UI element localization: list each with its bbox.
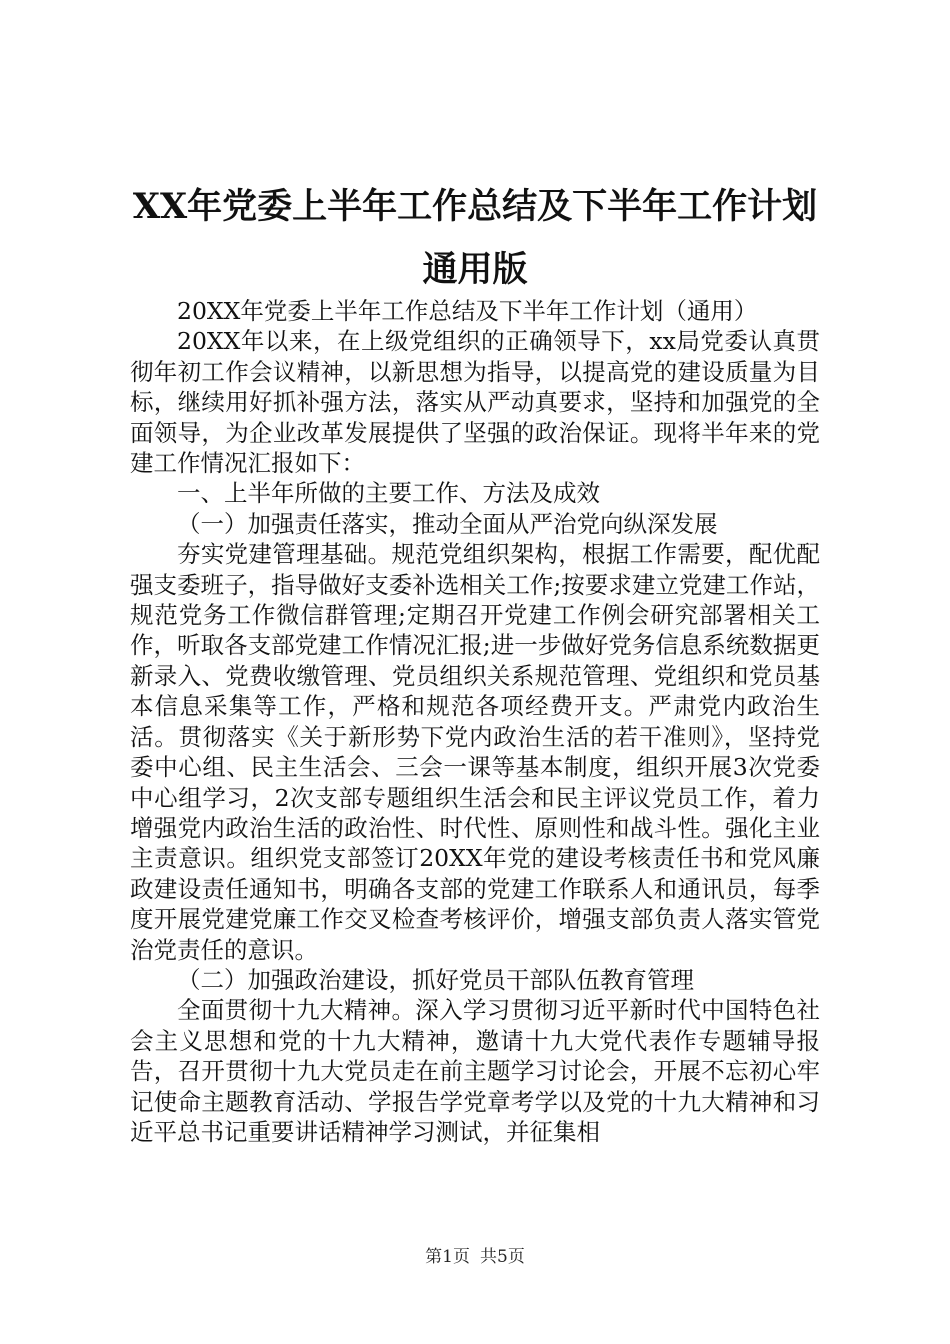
document-title: XX年党委上半年工作总结及下半年工作计划 — [132, 186, 818, 227]
document-title-suffix: 通用版 — [422, 249, 528, 290]
document-subtitle: 20XX年党委上半年工作总结及下半年工作计划（通用） — [177, 297, 758, 325]
subsection-heading-1: （一）加强责任落实，推动全面从严治党向纵深发展 — [177, 509, 718, 538]
intro-paragraph: 20XX年以来，在上级党组织的正确领导下，xx局党委认真贯彻年初工作会议精神，以新思想为指导，以提高党的建设质量为目标，继续用好抓补强方法，落实从严动真要求，坚持和加强党的全面领导，为企业改革发展提供了坚强的政治保证。现将半年来的党建工作情况汇报如下： — [130, 327, 820, 478]
page-total: 共5页 — [480, 1247, 525, 1267]
document-body — [130, 296, 820, 1147]
page-footer — [0, 1246, 950, 1268]
subsection-body-1: 夯实党建管理基础。规范党组织架构，根据工作需要，配优配强支委班子，指导做好支委补选相关工作;按要求建立党建工作站，规范党务工作微信群管理;定期召开党建工作例会研究部署相关工作，听取各支部党建工作情况汇报;进一步做好党务信息系统数据更新录入、党费收缴管理、党员组织关系规范管理、党组织和党员基本信息采集等工作，严格和规范各项经费开支。严肃党内政治生活。贯彻落实《关于新形势下党内政治生活的若干准则》，坚持党委中心组、民主生活会、三会一课等基本制度，组织开展3次党委中心组学习，2次支部专题组织生活会和民主评议党员工作，着力增强党内政治生活的政治性、时代性、原则性和战斗性。强化主业主责意识。组织党支部签订20XX年党的建设考核责任书和党风廉政建设责任通知书，明确各支部的党建工作联系人和通讯员，每季度开展党建党廉工作交叉检查考核评价，增强支部负责人落实管党治党责任的意识。 — [130, 540, 820, 964]
subsection-heading-2: （二）加强政治建设，抓好党员干部队伍教育管理 — [177, 965, 694, 994]
page-number: 第1页 — [425, 1247, 470, 1267]
section-heading-1: 一、上半年所做的主要工作、方法及成效 — [177, 479, 600, 508]
subsection-body-2: 全面贯彻十九大精神。深入学习贯彻习近平新时代中国特色社会主义思想和党的十九大精神，邀请十九大党代表作专题辅导报告，召开贯彻十九大党员走在前主题学习讨论会，开展不忘初心牢记使命主题教育活动、学报告学党章考学以及党的十九大精神和习近平总书记重要讲话精神学习测试，并征集相 — [130, 996, 820, 1146]
